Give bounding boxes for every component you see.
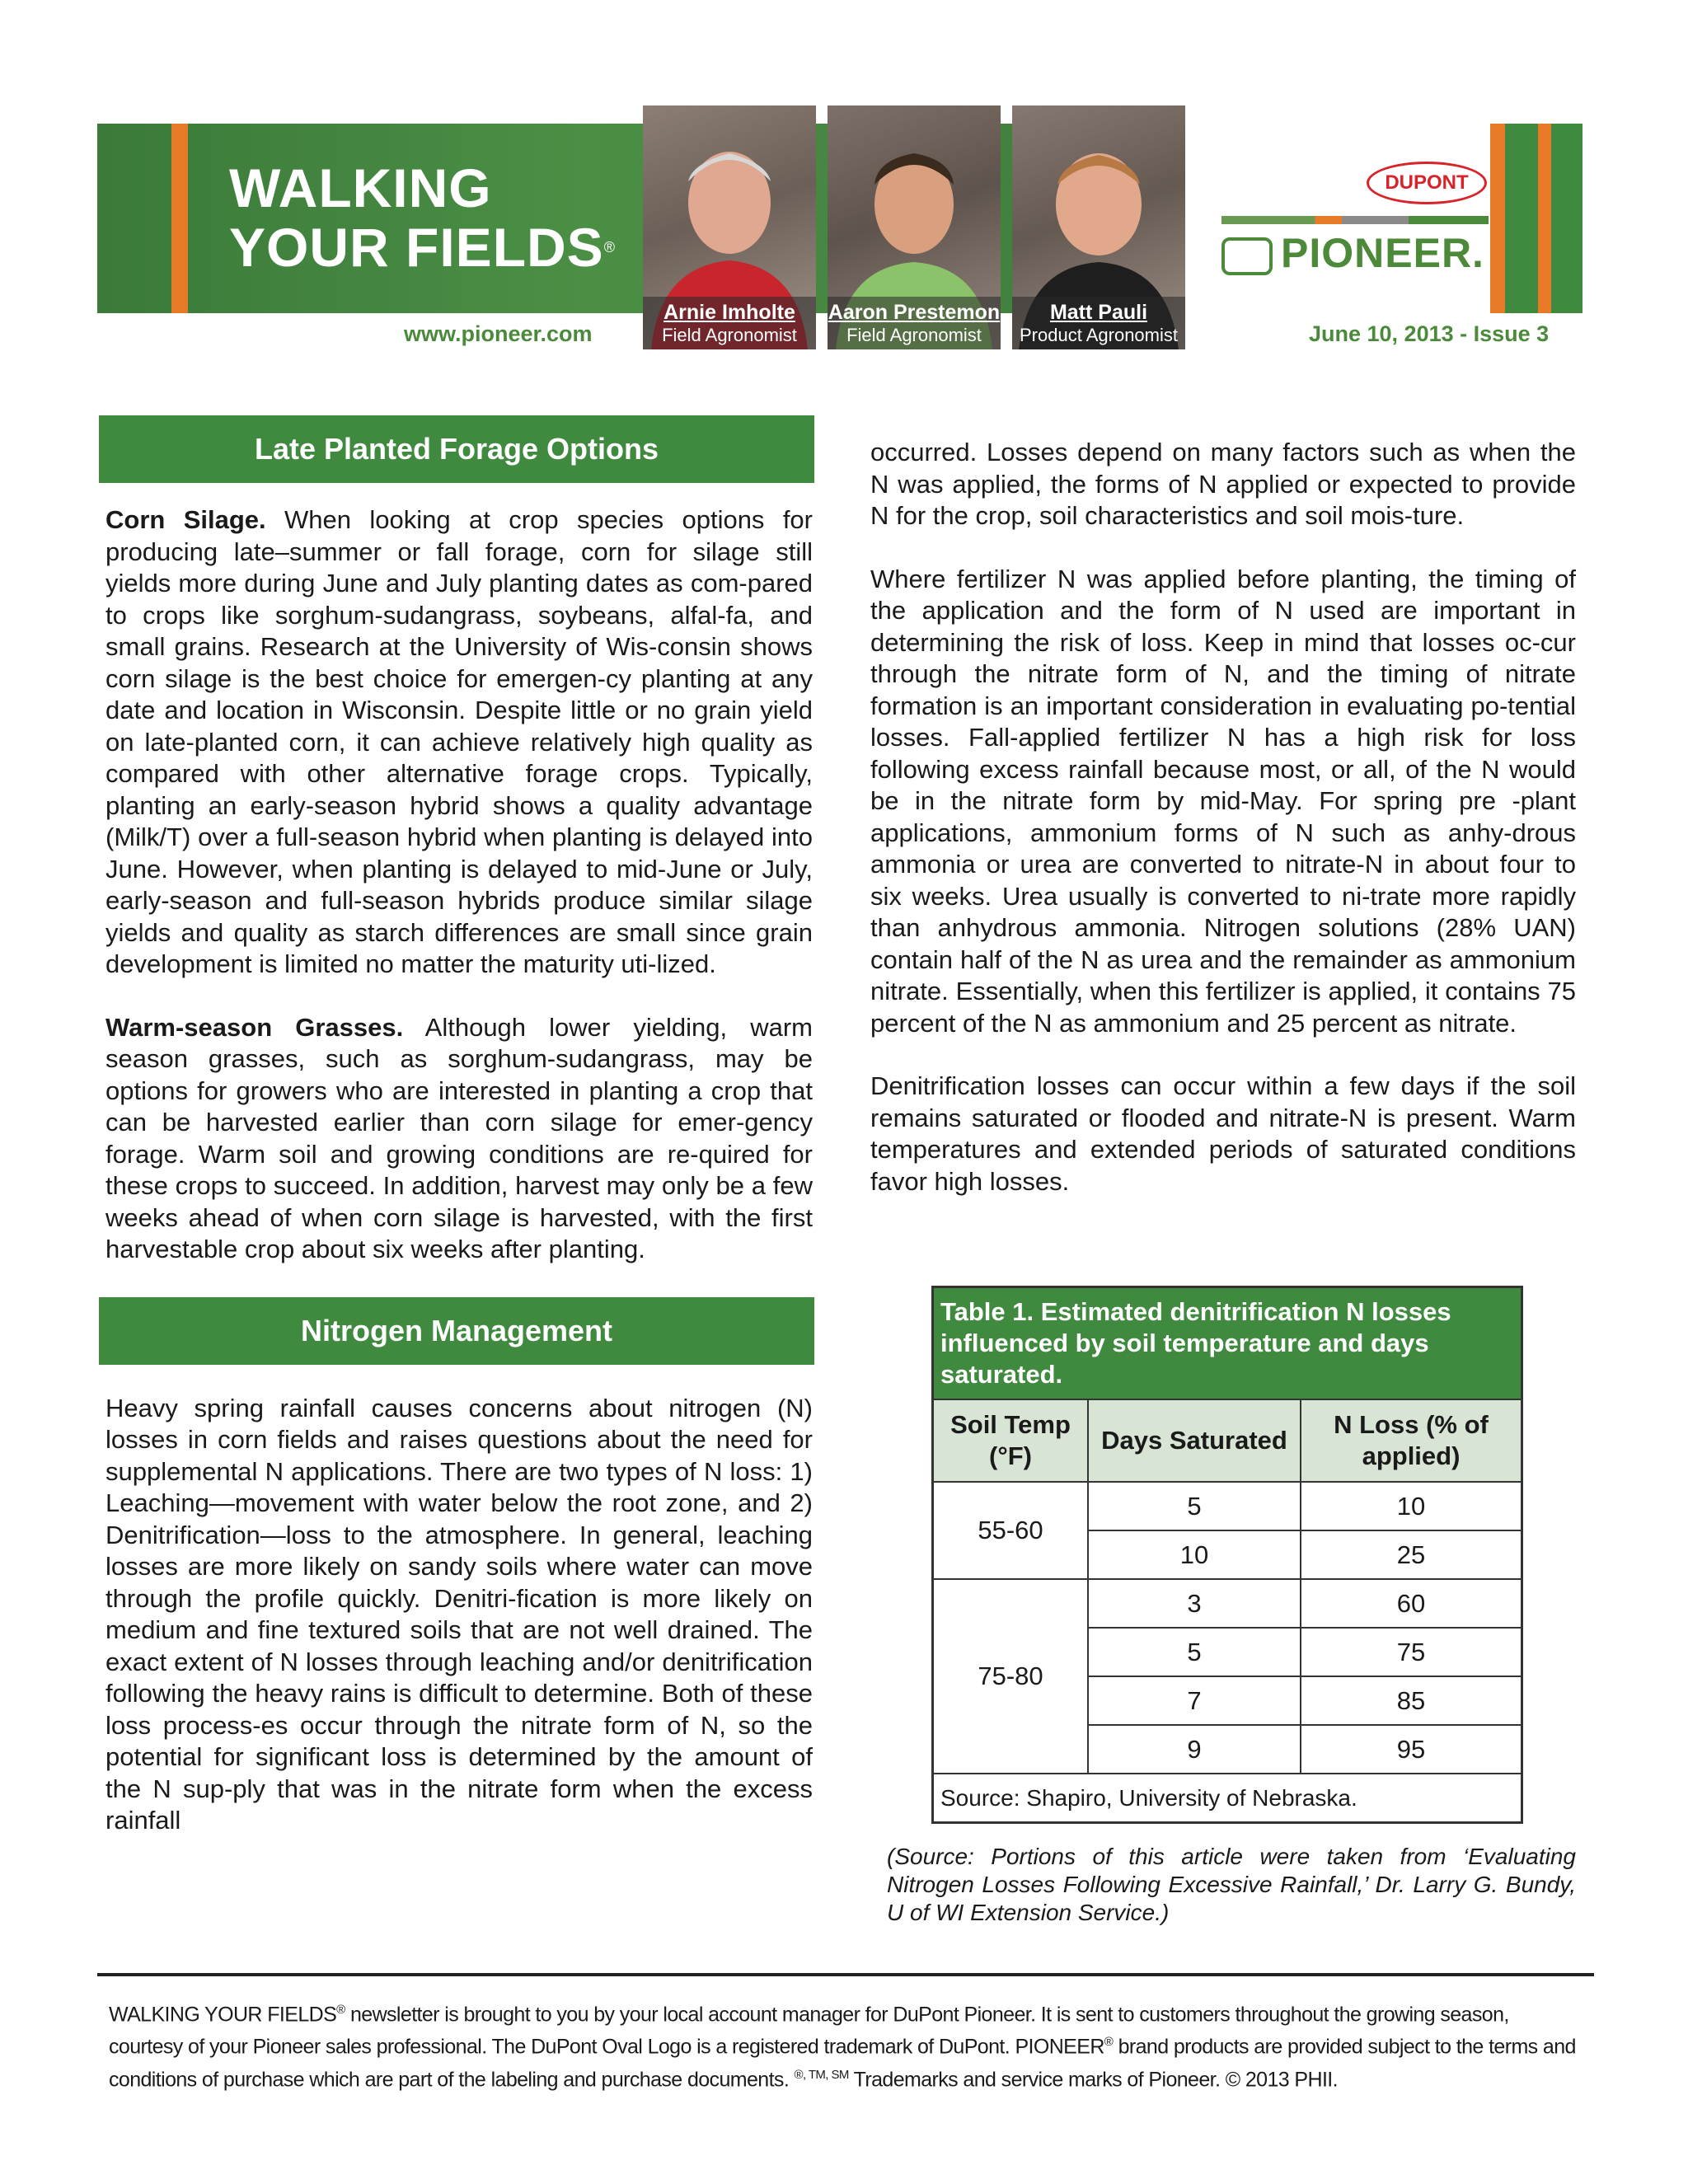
table-cell-loss: 60 [1301, 1579, 1522, 1628]
person-caption: Matt Pauli Product Agronomist [1012, 297, 1185, 349]
newsletter-banner [97, 124, 1582, 371]
footer-divider [97, 1973, 1594, 1976]
table-cell-days: 5 [1088, 1482, 1301, 1530]
table-cell-loss: 10 [1301, 1482, 1522, 1530]
right-column [870, 437, 1576, 1197]
paragraph-nitrogen-intro: Heavy spring rainfall causes concerns about nitrogen (N) losses in corn fields and raises questions about the need for supplemental N applications. There are two types of N loss: 1) Leaching—movement with water below the root zone, and 2) Denitrification—loss to the atmosphere. In general, leaching losses are more likely on sandy soils where water can move through the profile quickly. Denitri-fication is more likely on medium and fine textured soils that are not well drained. The exact extent of N losses through leaching and/or denitrification following the heavy rains is difficult to determine. Both of these loss process-es occur through the nitrate form of N, so the potential for significant loss is determined by the amount of the N sup-ply that was in the nitrate form when the excess rainfall [106, 1393, 813, 1835]
table-cell-days: 7 [1088, 1676, 1301, 1725]
person-photo-arnie [643, 105, 816, 349]
table-cell-loss: 25 [1301, 1530, 1522, 1579]
website-url[interactable]: www.pioneer.com [404, 321, 593, 346]
table-row [933, 1482, 1522, 1530]
source-note: (Source: Portions of this article were taken from ‘Evaluating Nitrogen Losses Following Excessive Rainfall,’ Dr. Larry G. Bundy, U of WI Extension Service.) [887, 1844, 1576, 1925]
left-column [106, 415, 813, 1837]
denitrification-table [931, 1286, 1523, 1824]
col-header-n-loss: N Loss (% of applied) [1301, 1399, 1522, 1482]
table-caption: Table 1. Estimated denitrification N losses influenced by soil temperature and days saturated. [933, 1287, 1522, 1400]
table-row [933, 1579, 1522, 1628]
agronomist-photos [643, 105, 1185, 349]
person-caption: Aaron Prestemon Field Agronomist [828, 297, 1001, 349]
table-header-row [933, 1399, 1522, 1482]
table-cell-temp-group: 75-80 [933, 1579, 1089, 1774]
table-cell-days: 10 [1088, 1530, 1301, 1579]
col-header-days: Days Saturated [1088, 1399, 1301, 1482]
table-source: Source: Shapiro, University of Nebraska. [933, 1774, 1522, 1823]
person-photo-aaron [828, 105, 1001, 349]
table-cell-days: 5 [1088, 1628, 1301, 1676]
col-header-soil-temp: Soil Temp (°F) [933, 1399, 1089, 1482]
section-heading-forage: Late Planted Forage Options [99, 415, 814, 483]
table-cell-days: 3 [1088, 1579, 1301, 1628]
table-cell-days: 9 [1088, 1725, 1301, 1774]
pioneer-emblem-icon [1221, 237, 1273, 275]
table-cell-loss: 95 [1301, 1725, 1522, 1774]
footer-disclaimer: WALKING YOUR FIELDS® newsletter is brought to you by your local account manager for DuPont Pioneer. It is sent to customers throughout the growing season, courtesy of your Pioneer sales professional. The DuPont Oval Logo is a registered trademark of DuPont. PIONEER® brand products are provided subject to the terms and conditions of purchase which are part of the labeling and purchase documents. $^{®, TM, SM}$ Trademarks and service marks of Pioneer. © 2013 PHII. [109, 2003, 1576, 2091]
section-heading-nitrogen: Nitrogen Management [99, 1297, 814, 1365]
paragraph-losses-factors: occurred. Losses depend on many factors such as when the N was applied, the forms of N applied or expected to provide N for the crop, soil characteristics and soil mois-ture. [870, 438, 1576, 530]
person-caption: Arnie Imholte Field Agronomist [643, 297, 816, 349]
newsletter-title: WALKING YOUR FIELDS® [229, 157, 616, 278]
paragraph-warm-season: Warm-season Grasses. Although lower yielding, warm season grasses, such as sorghum-sudangrass, may be options for growers who are interested in planting a crop that can be harvested earlier than corn silage for emer-gency forage. Warm soil and growing conditions are re-quired for these crops to succeed. In addition, harvest may only be a few weeks ahead of when corn silage is harvested, with the first harvestable crop about six weeks after planting. [106, 1012, 813, 1263]
dupont-logo: DUPONT [1367, 162, 1487, 204]
table-cell-loss: 75 [1301, 1628, 1522, 1676]
paragraph-denitrification: Denitrification losses can occur within a few days if the soil remains saturated or flooded and nitrate-N is present. Warm temperatures and extended periods of saturated conditions favor high losses. [870, 1071, 1576, 1196]
brand-stripe [1221, 216, 1489, 224]
paragraph-fertilizer-timing: Where fertilizer N was applied before planting, the timing of the application and the form of N used are important in determining the risk of loss. Keep in mind that losses oc-cur through the nitrate form of N, and the timing of nitrate formation is an important consideration in evaluating po-tential losses. Fall-applied fertilizer N has a high risk for loss following excess rainfall because most, or all, of the N would be in the nitrate form by mid-May. For spring pre -plant applications, ammonium forms of N such as anhy-drous ammonia or urea are converted to nitrate-N in about four to six weeks. Urea usually is converted to ni-trate more rapidly than anhydrous ammonia. Nitrogen solutions (28% UAN) contain half of the N as urea and the remainder as ammonium nitrate. Essentially, when this fertilizer is applied, it contains 75 percent of the N as ammonium and 25 percent as nitrate. [870, 564, 1576, 1038]
table-cell-loss: 85 [1301, 1676, 1522, 1725]
pioneer-logo: PIONEER. [1221, 229, 1484, 277]
banner-green-right-panel [1490, 124, 1582, 313]
person-photo-matt [1012, 105, 1185, 349]
paragraph-corn-silage: Corn Silage. When looking at crop species options for producing late–summer or fall forage, corn for silage still yields more during June and July planting dates as com-pared to crops like sorghum-sudangrass, soybeans, alfal-fa, and small grains. Research at the University of Wis-consin shows corn silage is the best choice for emergen-cy planting at any date and location in Wisconsin. Despite little or no grain yield on late-planted corn, it can achieve relatively high quality as compared with other alternative forage crops. Typically, planting an early-season hybrid shows a quality advantage (Milk/T) over a full-season hybrid when planting is delayed into June. However, when planting is delayed to mid-June or July, early-season and full-season hybrids produce similar silage yields and quality as starch differences are small since grain development is limited no matter the maturity uti-lized. [106, 505, 813, 978]
table-cell-temp-group: 55-60 [933, 1482, 1089, 1579]
issue-date: June 10, 2013 - Issue 3 [1309, 321, 1550, 346]
